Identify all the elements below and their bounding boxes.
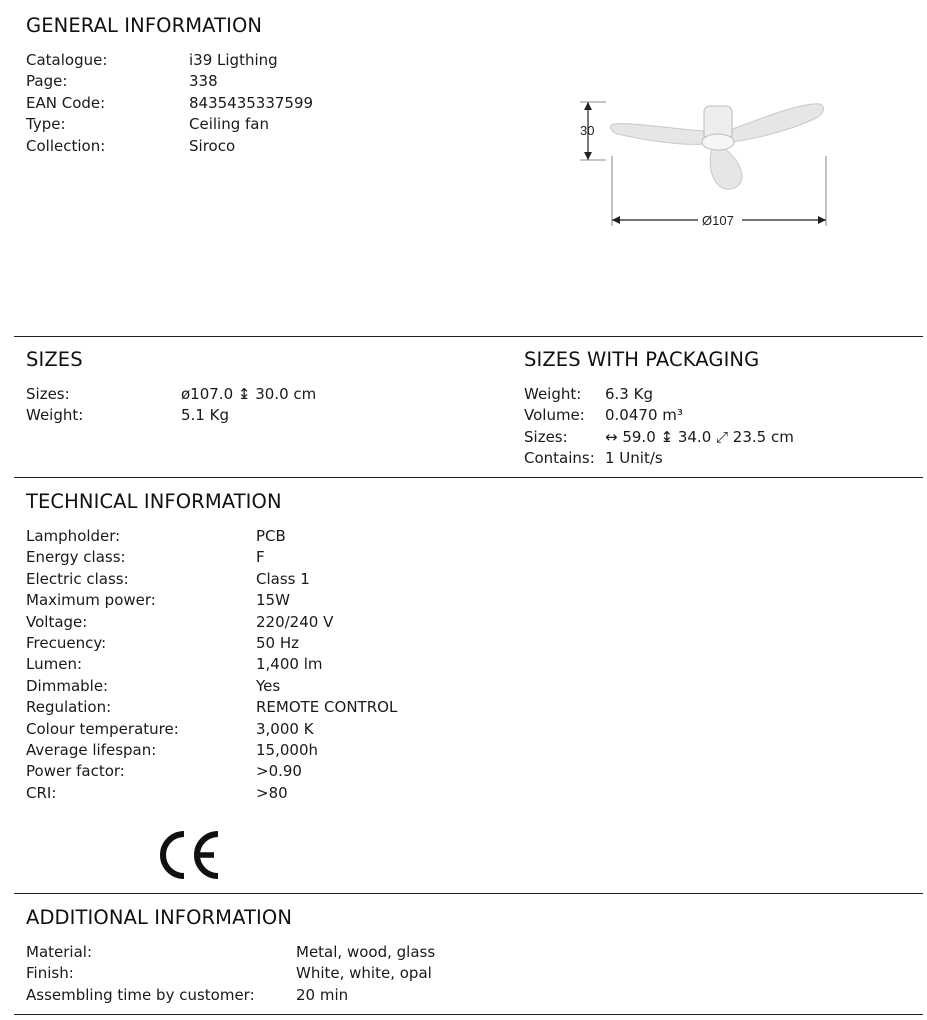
fan-illustration	[611, 104, 824, 189]
tech-row-voltage	[0, 612, 927, 633]
cri-label: CRI:	[26, 783, 57, 802]
frequency-value: 50 Hz	[256, 634, 300, 652]
assembling-time-label: Assembling time by customer:	[26, 985, 255, 1004]
ceiling-fan-dimension-drawing	[572, 96, 842, 236]
diameter-arrow-left-icon	[612, 216, 620, 224]
weight-label: Weight:	[26, 406, 84, 425]
page-label: Page:	[26, 72, 68, 91]
additional-row-finish	[0, 963, 927, 984]
collection-value: Siroco	[189, 136, 236, 155]
section-divider	[14, 1014, 923, 1015]
technical-information-title: TECHNICAL INFORMATION	[26, 490, 282, 513]
tech-row-average-lifespan	[0, 740, 927, 761]
packaging-volume-label: Volume:	[524, 406, 585, 425]
additional-row-assembling-time	[0, 985, 927, 1006]
sizes-value: ø107.0 ↨ 30.0 cm	[181, 385, 317, 403]
height-arrow-bottom-icon	[584, 152, 592, 160]
general-row-page	[0, 71, 927, 92]
catalogue-value: i39 Ligthing	[189, 51, 278, 69]
packaging-weight-label: Weight:	[524, 385, 582, 403]
packaging-sizes-label: Sizes:	[524, 427, 568, 446]
power-factor-label: Power factor:	[26, 762, 125, 781]
packaging-sizes-value: ↔ 59.0 ↨ 34.0 ⤢ 23.5 cm	[605, 427, 794, 446]
page-value: 338	[189, 72, 218, 91]
fan-blade-right	[730, 104, 823, 142]
tech-row-energy-class	[0, 547, 927, 568]
sizes-title: SIZES	[26, 348, 83, 371]
electric-class-label: Electric class:	[26, 569, 129, 588]
packaging-row-volume	[0, 405, 927, 426]
maximum-power-label: Maximum power:	[26, 591, 156, 610]
height-label: 30	[580, 123, 595, 138]
tech-row-cri	[0, 783, 927, 804]
fan-blade-left	[611, 124, 704, 145]
general-row-catalogue	[0, 50, 927, 71]
material-label: Material:	[26, 943, 92, 961]
energy-class-label: Energy class:	[26, 548, 126, 567]
electric-class-value: Class 1	[256, 569, 310, 588]
maximum-power-value: 15W	[256, 591, 290, 610]
diameter-arrow-right-icon	[818, 216, 826, 224]
collection-label: Collection:	[26, 136, 106, 155]
section-divider	[14, 477, 923, 478]
height-arrow-top-icon	[584, 102, 592, 110]
catalogue-label: Catalogue:	[26, 51, 108, 69]
tech-row-maximum-power	[0, 590, 927, 611]
packaging-weight-value: 6.3 Kg	[605, 385, 653, 403]
colour-temperature-value: 3,000 K	[256, 719, 314, 738]
tech-row-frequency	[0, 633, 927, 654]
assembling-time-value: 20 min	[296, 985, 349, 1004]
section-divider	[14, 336, 923, 337]
tech-row-lampholder	[0, 526, 927, 547]
energy-class-value: F	[256, 548, 265, 567]
ean-label: EAN Code:	[26, 93, 106, 112]
dimmable-label: Dimmable:	[26, 676, 109, 695]
tech-row-lumen	[0, 654, 927, 675]
packaging-volume-value: 0.0470 m³	[605, 406, 683, 425]
ean-value: 8435435337599	[189, 93, 314, 112]
additional-row-material	[0, 942, 927, 963]
power-factor-value: >0.90	[256, 762, 302, 781]
packaging-row-contains	[0, 448, 927, 469]
packaging-row-weight	[0, 384, 927, 405]
frequency-label: Frecuency:	[26, 634, 107, 652]
packaging-title: SIZES WITH PACKAGING	[524, 348, 760, 371]
voltage-label: Voltage:	[26, 612, 88, 631]
regulation-value: REMOTE CONTROL	[256, 698, 398, 717]
average-lifespan-value: 15,000h	[256, 741, 318, 759]
lampholder-label: Lampholder:	[26, 527, 121, 545]
voltage-value: 220/240 V	[256, 612, 334, 631]
regulation-label: Regulation:	[26, 698, 112, 717]
additional-information-title: ADDITIONAL INFORMATION	[26, 906, 293, 929]
finish-value: White, white, opal	[296, 964, 432, 983]
lumen-label: Lumen:	[26, 655, 83, 674]
cri-value: >80	[256, 783, 288, 802]
fan-blade-front	[710, 148, 742, 189]
section-divider	[14, 893, 923, 894]
tech-row-colour-temperature	[0, 719, 927, 740]
type-label: Type:	[26, 115, 66, 134]
diameter-label: Ø107	[702, 213, 734, 228]
tech-row-electric-class	[0, 569, 927, 590]
packaging-row-sizes	[0, 427, 927, 448]
fan-light-dome	[702, 134, 734, 150]
average-lifespan-label: Average lifespan:	[26, 741, 157, 759]
lampholder-value: PCB	[256, 527, 286, 545]
general-information-title: GENERAL INFORMATION	[26, 14, 263, 37]
lumen-value: 1,400 lm	[256, 655, 323, 674]
finish-label: Finish:	[26, 964, 74, 983]
sizes-label: Sizes:	[26, 385, 70, 403]
colour-temperature-label: Colour temperature:	[26, 719, 179, 738]
material-value: Metal, wood, glass	[296, 943, 436, 961]
packaging-contains-value: 1 Unit/s	[605, 449, 663, 468]
tech-row-power-factor	[0, 761, 927, 782]
packaging-contains-label: Contains:	[524, 449, 595, 468]
tech-row-regulation	[0, 697, 927, 718]
ce-mark-icon	[156, 828, 222, 882]
dimmable-value: Yes	[256, 676, 281, 695]
tech-row-dimmable	[0, 676, 927, 697]
weight-value: 5.1 Kg	[181, 406, 229, 425]
type-value: Ceiling fan	[189, 115, 269, 134]
